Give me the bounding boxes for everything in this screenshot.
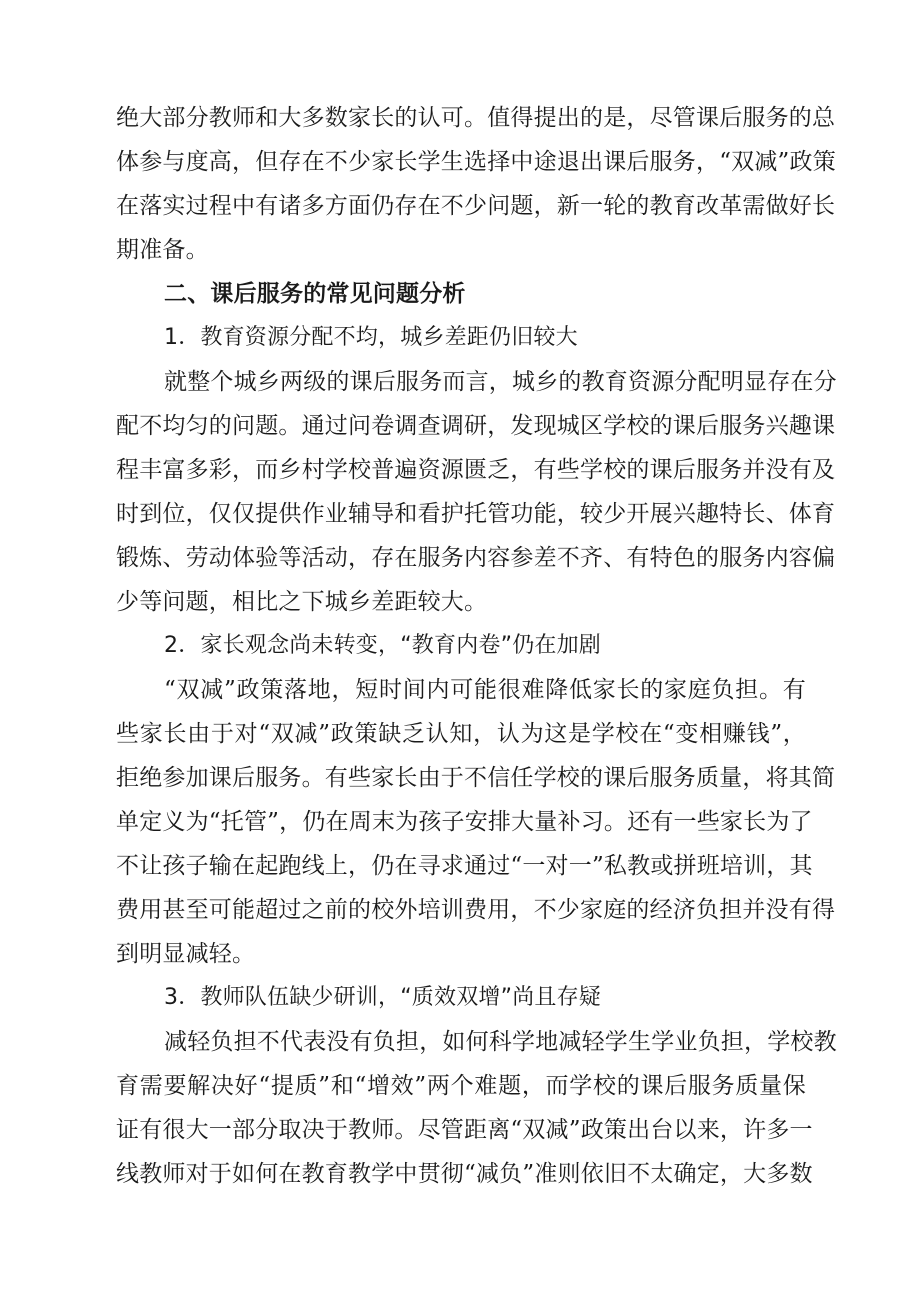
paragraph-line: 时到位，仅仅提供作业辅导和看护托管功能，较少开展兴趣特长、体育	[116, 501, 836, 527]
section-heading: 二、课后服务的常见问题分析	[164, 281, 466, 307]
paragraph-line: 就整个城乡两级的课后服务而言，城乡的教育资源分配明显存在分	[164, 369, 837, 395]
paragraph-line: 绝大部分教师和大多数家长的认可。值得提出的是，尽管课后服务的总	[116, 105, 836, 131]
subsection-heading-1: 1．教育资源分配不均，城乡差距仍旧较大	[164, 325, 578, 350]
paragraph-line: “双减”政策落地，短时间内可能很难降低家长的家庭负担。有	[164, 677, 806, 703]
paragraph-line: 程丰富多彩，而乡村学校普遍资源匮乏，有些学校的课后服务并没有及	[116, 457, 836, 483]
paragraph-line: 证有很大一部分取决于教师。尽管距离“双减”政策出台以来，许多一	[116, 1117, 813, 1143]
paragraph-line: 体参与度高，但存在不少家长学生选择中途退出课后服务，“双减”政策	[116, 149, 836, 175]
paragraph-line: 不让孩子输在起跑线上，仍在寻求通过“一对一”私教或拼班培训，其	[116, 853, 813, 879]
subsection-heading-2: 2．家长观念尚未转变，“教育内卷”仍在加剧	[164, 633, 601, 658]
paragraph-line: 少等问题，相比之下城乡差距较大。	[116, 589, 488, 615]
paragraph-line: 配不均匀的问题。通过问卷调查调研，发现城区学校的课后服务兴趣课	[116, 413, 836, 439]
paragraph-line: 育需要解决好“提质”和“增效”两个难题，而学校的课后服务质量保	[116, 1073, 806, 1099]
paragraph-line: 在落实过程中有诸多方面仍存在不少问题，新一轮的教育改革需做好长	[116, 193, 836, 219]
paragraph-line: 些家长由于对“双减”政策缺乏认知，认为这是学校在“变相赚钱”，	[116, 721, 806, 747]
paragraph-line: 费用甚至可能超过之前的校外培训费用，不少家庭的经济负担并没有得	[116, 897, 836, 923]
paragraph-line: 单定义为“托管”，仍在周末为孩子安排大量补习。还有一些家长为了	[116, 809, 813, 835]
paragraph-line: 减轻负担不代表没有负担，如何科学地减轻学生学业负担，学校教	[164, 1029, 837, 1055]
paragraph-line: 拒绝参加课后服务。有些家长由于不信任学校的课后服务质量，将其简	[116, 765, 836, 791]
paragraph-line: 到明显减轻。	[116, 941, 256, 967]
paragraph-line: 期准备。	[116, 237, 209, 263]
paragraph-line: 锻炼、劳动体验等活动，存在服务内容参差不齐、有特色的服务内容偏	[116, 545, 836, 571]
subsection-heading-3: 3．教师队伍缺少研训，“质效双增”尚且存疑	[164, 985, 601, 1010]
paragraph-line: 线教师对于如何在教育教学中贯彻“减负”准则依旧不太确定，大多数	[116, 1161, 813, 1187]
